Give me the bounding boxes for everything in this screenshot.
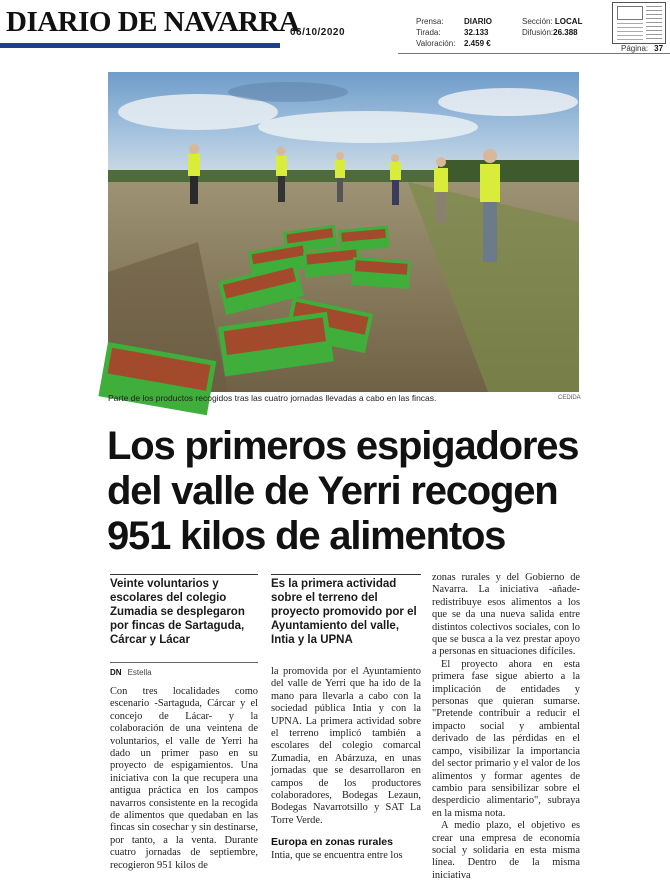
article-headline [107, 424, 587, 559]
page-thumbnail[interactable] [612, 2, 666, 44]
body-paragraph: Intia, que se encuentra entre los [271, 850, 403, 861]
byline-rule [110, 662, 258, 663]
publication-date: 06/10/2020 [290, 27, 346, 38]
meta-values [464, 16, 492, 49]
meta-value-value: 2.459 € [464, 39, 491, 48]
meta-label-circulation: Tirada: [416, 28, 441, 37]
headline-line-2: del valle de Yerri recogen [107, 469, 558, 513]
meta-label-value: Valoración: [416, 39, 456, 48]
subhead-rule-1 [110, 574, 258, 575]
body-column-3 [432, 572, 580, 881]
subhead-middle: Es la primera actividad sobre el terreno del proyecto promovido por el Ayuntamiento del valle, Intia y la UPNA [271, 578, 417, 646]
subhead-rule-2 [271, 574, 421, 575]
meta-label-press: Prensa: [416, 17, 444, 26]
body-paragraph: A medio plazo, el objetivo es crear una empresa de economía social y solidaria en esta misma línea. Dentro de la misma iniciativa [432, 820, 580, 881]
body-column-2 [271, 666, 421, 831]
subhead-left: Veinte voluntarios y escolares del colegio Zumadia se desplegaron por fincas de Sartaguda, Cárcar y Lácar [110, 578, 245, 646]
page-label: Página: [621, 44, 649, 53]
section-value: LOCAL [554, 17, 583, 26]
masthead: DIARIO DE NAVARRA [6, 6, 300, 38]
photo-caption: Parte de los productos recogidos tras las cuatro jornadas llevadas a cabo en las fincas. [108, 393, 437, 403]
header-rule [398, 53, 670, 54]
body-paragraph: El proyecto ahora en esta primera fase sigue abierto a la implicación de entidades y personas que quieran sumarse. "Pretende contribuir a reducir el impacto social y ambiental derivado de las pérdidas en el campo, visibilizar la importancia del sector primario y el valor de los alimentos y formar agentes de cambio para sensibilizar sobre el desperdicio alimentario", subraya en la misma nota. [432, 658, 580, 819]
distribution-value: 26.388 [553, 28, 578, 37]
photo-credit: CEDIDA [558, 395, 581, 401]
page-value: 37 [654, 44, 664, 53]
headline-line-3: 951 kilos de alimentos [107, 514, 506, 558]
body-paragraph: Con tres localidades como escenario -Sartaguda, Cárcar y el concejo de Lácar- y la colaboración de una veintena de voluntarios, el valle de Yerri ha dado un primer paso en su proyecto de espigamientos. Una iniciativa con la que recupera una antigua práctica en los campos navarros consistente en la recogida de alimentos que quedaban en las fincas sin cosechar y sin destinarse, por tanto, a la venta. Durante cuatro jornadas de septiembre, recogieron 951 kilos de [110, 686, 258, 871]
article-photo [108, 72, 579, 392]
body-column-2-continued [271, 850, 421, 861]
section-heading: Europa en zonas rurales [271, 836, 393, 848]
byline-agency: DN [110, 668, 122, 677]
meta-section [522, 16, 582, 38]
meta-value-circulation: 32.133 [464, 28, 489, 37]
section-label: Sección: [522, 17, 553, 26]
body-paragraph: la promovida por el Ayuntamiento del valle de Yerri que ha ido de la mano para llevarla a cabo con la sociedad pública Intia y con la UPNA. La primera actividad sobre el terreno implicó también a escolares del colegio comarcal Zumadia, en Abárzuza, en unas jornadas que se desarrollaron en campos de los productores colaboradores, Bodegas Lezaun, Bodegas Navarrotsillo y SAT La Torre Verde. [271, 666, 421, 826]
distribution-label: Difusión: [522, 28, 554, 37]
masthead-rule [0, 43, 280, 48]
page-number [621, 44, 663, 53]
meta-value-press: DIARIO [464, 17, 492, 26]
headline-line-1: Los primeros espigadores [107, 424, 579, 468]
meta-labels [416, 16, 455, 49]
body-paragraph: zonas rurales y del Gobierno de Navarra. La iniciativa -añade- redistribuye esos alimentos a los que se da una nueva salida entre distintos colectivos sociales, con lo que se busca a la vez prestar apoyo a personas en situaciones difíciles. [432, 572, 580, 658]
byline-place: Estella [127, 668, 152, 677]
body-column-1 [110, 686, 258, 871]
byline [110, 668, 152, 677]
